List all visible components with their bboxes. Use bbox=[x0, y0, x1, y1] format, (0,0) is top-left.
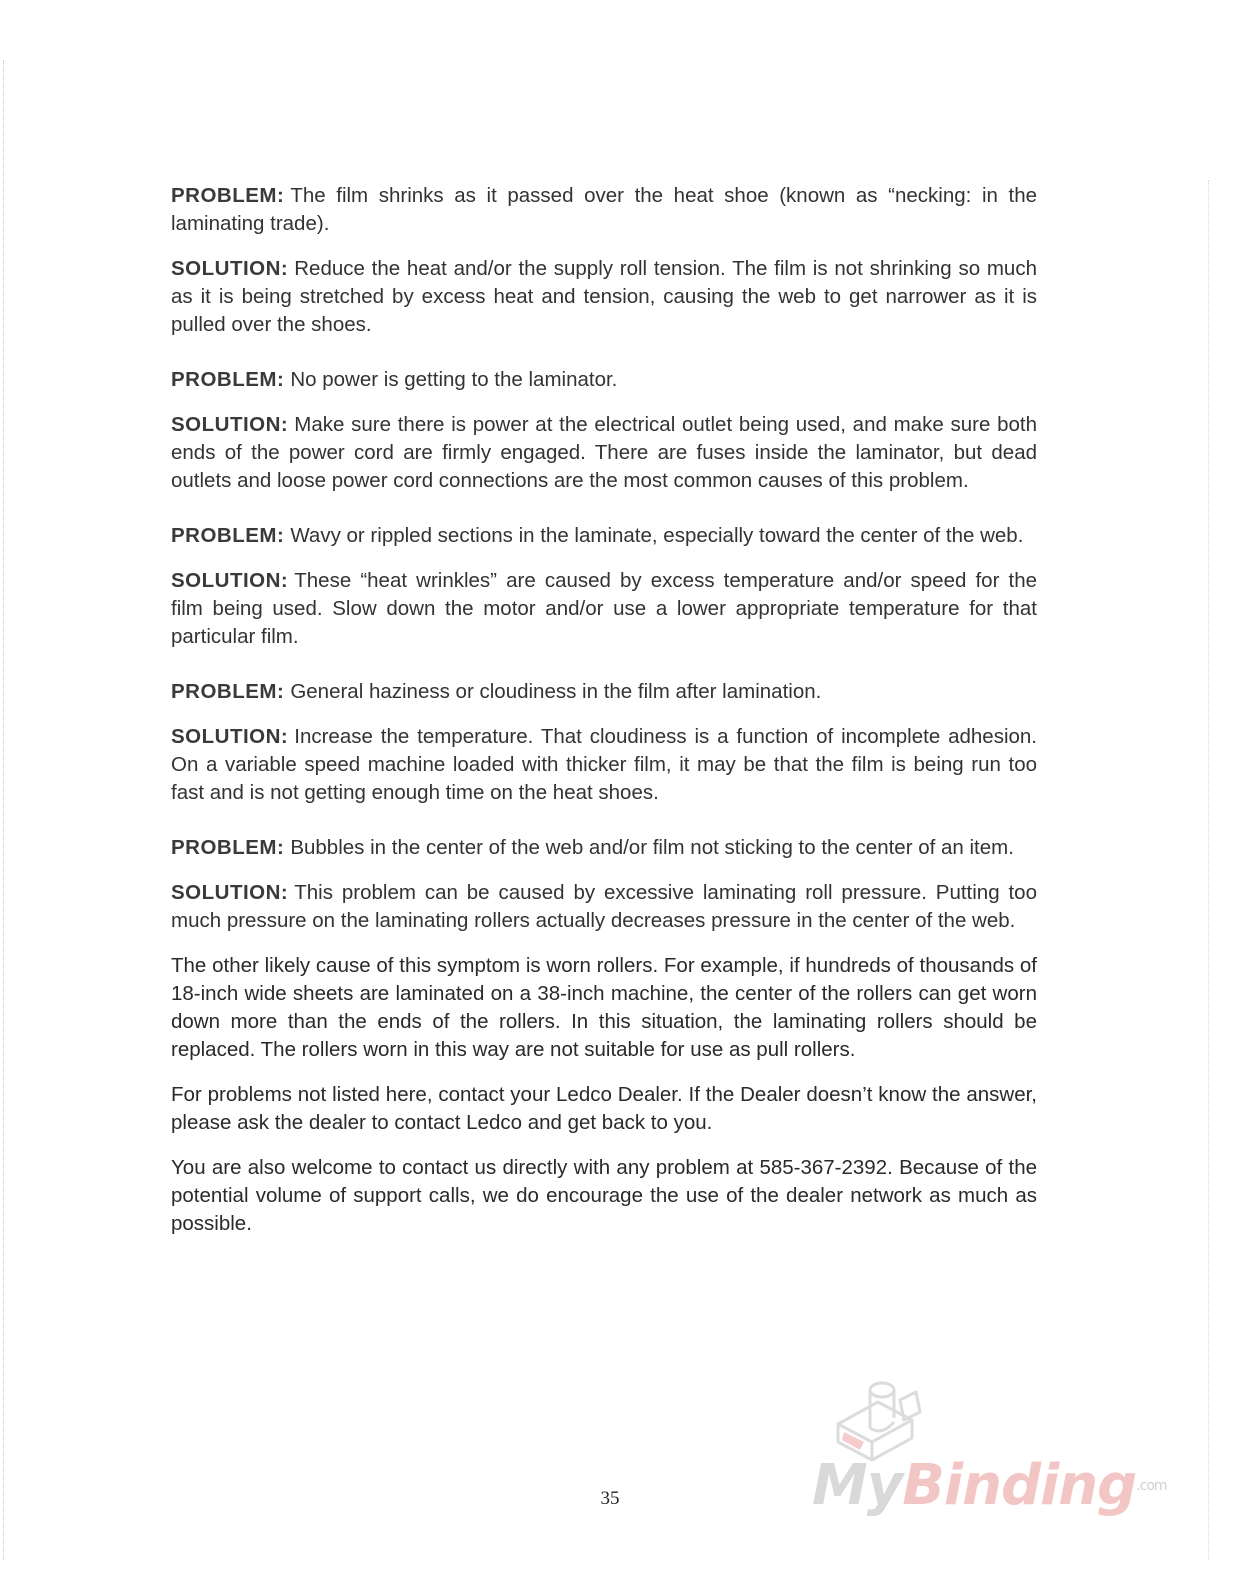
solution-4 bbox=[171, 723, 1037, 807]
wordmark-my: My bbox=[812, 1453, 903, 1518]
solution-label: SOLUTION: bbox=[171, 881, 289, 904]
contact-ledco-paragraph: You are also welcome to contact us directly with any problem at 585-367-2392. Because of the potential volume of support calls, we do encourage the use of the dealer network as much as possible. bbox=[171, 1156, 1037, 1235]
solution-1 bbox=[171, 255, 1037, 339]
solution-label: SOLUTION: bbox=[171, 257, 289, 280]
solution-5 bbox=[171, 879, 1037, 935]
problem-3 bbox=[171, 522, 1037, 550]
problem-5 bbox=[171, 834, 1037, 862]
problem-text: General haziness or cloudiness in the film after lamination. bbox=[290, 680, 822, 703]
scan-edge-right bbox=[1208, 180, 1210, 1560]
problem-label: PROBLEM: bbox=[171, 524, 285, 547]
problem-2 bbox=[171, 366, 1037, 394]
solution-text: Reduce the heat and/or the supply roll tension. The film is not shrinking so much as it is being stretched by excess heat and tension, causing the web to get narrower as it is pulled over the shoes. bbox=[171, 257, 1037, 336]
troubleshooting-content bbox=[171, 182, 1037, 1238]
scan-edge-left bbox=[3, 60, 5, 1560]
wordmark-com: .com bbox=[1136, 1478, 1167, 1494]
contact-dealer-paragraph: For problems not listed here, contact your Ledco Dealer. If the Dealer doesn’t know the answer, please ask the dealer to contact Ledco and get back to you. bbox=[171, 1083, 1037, 1134]
problem-label: PROBLEM: bbox=[171, 184, 285, 207]
mybinding-logo-icon bbox=[820, 1372, 930, 1462]
problem-text: No power is getting to the laminator. bbox=[290, 368, 618, 391]
mybinding-watermark bbox=[812, 1372, 1192, 1522]
problem-1 bbox=[171, 182, 1037, 238]
problem-text: Wavy or rippled sections in the laminate, especially toward the center of the web. bbox=[290, 524, 1024, 547]
solution-label: SOLUTION: bbox=[171, 413, 289, 436]
worn-rollers-paragraph: The other likely cause of this symptom is worn rollers. For example, if hundreds of thousands of 18-inch wide sheets are laminated on a 38-inch machine, the center of the rollers can get worn down more than the ends of the rollers. In this situation, the laminating rollers should be replaced. The rollers worn in this way are not suitable for use as pull rollers. bbox=[171, 954, 1037, 1061]
problem-4 bbox=[171, 678, 1037, 706]
solution-text: This problem can be caused by excessive laminating roll pressure. Putting too much pressure on the laminating rollers actually decreases pressure in the center of the web. bbox=[171, 881, 1037, 932]
problem-label: PROBLEM: bbox=[171, 368, 285, 391]
solution-label: SOLUTION: bbox=[171, 725, 289, 748]
solution-label: SOLUTION: bbox=[171, 569, 289, 592]
page-number: 35 bbox=[600, 1488, 620, 1509]
problem-label: PROBLEM: bbox=[171, 680, 285, 703]
solution-2 bbox=[171, 411, 1037, 495]
solution-text: Make sure there is power at the electrical outlet being used, and make sure both ends of the power cord are firmly engaged. There are fuses inside the laminator, but dead outlets and loose power cord connections are the most common causes of this problem. bbox=[171, 413, 1037, 492]
problem-text: The film shrinks as it passed over the heat shoe (known as “necking: in the laminating trade). bbox=[171, 184, 1037, 235]
solution-text: Increase the temperature. That cloudiness is a function of incomplete adhesion. On a variable speed machine loaded with thicker film, it may be that the film is being run too fast and is not getting enough time on the heat shoes. bbox=[171, 725, 1037, 804]
solution-text: These “heat wrinkles” are caused by excess temperature and/or speed for the film being used. Slow down the motor and/or use a lower appropriate temperature for that particular film. bbox=[171, 569, 1037, 648]
problem-label: PROBLEM: bbox=[171, 836, 285, 859]
mybinding-wordmark bbox=[812, 1454, 1167, 1518]
solution-3 bbox=[171, 567, 1037, 651]
problem-text: Bubbles in the center of the web and/or film not sticking to the center of an item. bbox=[290, 836, 1014, 859]
wordmark-binding: Binding bbox=[902, 1453, 1137, 1518]
